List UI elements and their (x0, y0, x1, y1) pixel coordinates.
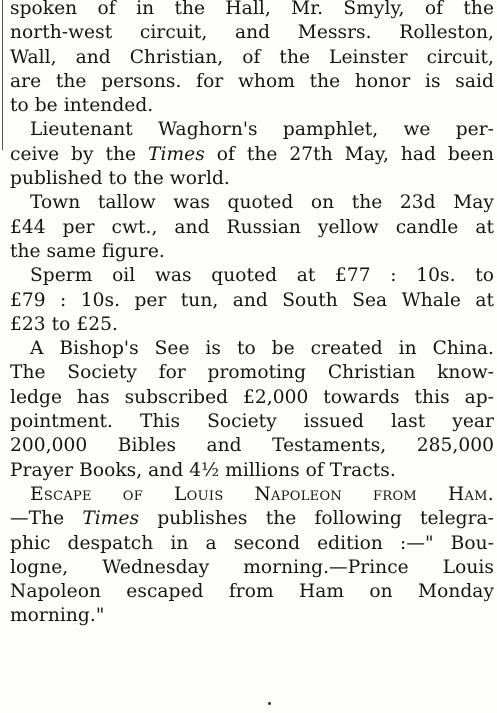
text-line: Sperm oil was quoted at £77 : 10s. to (30, 265, 494, 287)
text-line: are the persons. for whom the honor is said (10, 70, 494, 92)
text-line: north-west circuit, and Messrs. Rolleston, (10, 22, 494, 44)
article-column (10, 0, 494, 629)
text-line: 200,000 Bibles and Testaments, 285,000 (10, 435, 494, 457)
text-line: Lieutenant Waghorn's pamphlet, we per- (30, 119, 494, 141)
text-line (10, 143, 494, 167)
text-line: the same figure. (10, 240, 165, 262)
text-line: Town tallow was quoted on the 23d May (30, 192, 494, 214)
text-run: —The (10, 508, 83, 530)
paragraph-waghorn (10, 118, 494, 191)
text-line: morning." (10, 605, 105, 627)
paragraph-sperm-oil (10, 264, 494, 337)
text-line: spoken of in the Hall, Mr. Smyly, of the (10, 0, 494, 19)
text-line: published to the world. (10, 168, 230, 190)
text-line: £23 to £25. (10, 313, 118, 335)
column-rule (2, 0, 3, 150)
text-run: publishes the following telegra- (139, 508, 494, 530)
text-line: A Bishop's See is to be created in China. (30, 338, 494, 360)
text-run: ceive by the (10, 143, 149, 165)
text-line: £79 : 10s. per tun, and South Sea Whale at (10, 289, 494, 311)
text-run: of the 27th May, had been (204, 143, 494, 165)
text-line: £44 per cwt., and Russian yellow candle at (10, 216, 494, 238)
text-line (10, 507, 494, 531)
paragraph-bishop (10, 337, 494, 483)
text-line: Prayer Books, and 4½ millions of Tracts. (10, 459, 396, 481)
text-line: Napoleon escaped from Ham on Monday (10, 581, 494, 603)
text-line: pointment. This Society issued last year (10, 411, 494, 433)
text-line: ledge has subscribed £2,000 towards this ap- (10, 386, 494, 408)
text-line: phic despatch in a second edition :—" Bou- (10, 532, 494, 554)
text-line: to be intended. (10, 95, 154, 117)
text-line: logne, Wednesday morning.—Prince Louis (10, 556, 494, 578)
text-line: Wall, and Christian, of the Leinster circuit, (10, 46, 494, 68)
paragraph-napoleon (10, 483, 494, 629)
text-line: The Society for promoting Christian know- (10, 362, 494, 384)
ink-speck (268, 702, 271, 705)
paragraph-honors (10, 0, 494, 118)
section-heading: Escape of Louis Napoleon from Ham. (30, 483, 494, 505)
newspaper-title: Times (148, 143, 205, 165)
newspaper-title: Times (82, 508, 140, 530)
paragraph-tallow (10, 191, 494, 264)
